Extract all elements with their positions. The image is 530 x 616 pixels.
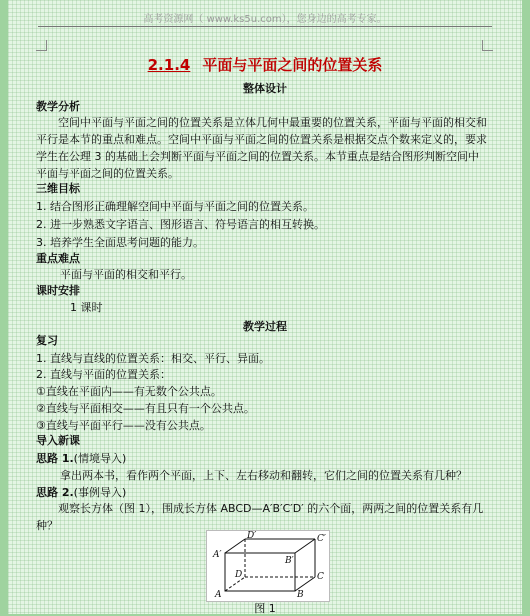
label-a1: A′: [213, 550, 222, 560]
label-b1: B′: [285, 556, 294, 566]
label-c: C: [317, 572, 324, 582]
heading-key-points: 重点难点: [36, 252, 80, 265]
idea-2-line: [36, 486, 126, 500]
label-d: D: [235, 570, 243, 580]
goal-item-2: 2. 进一步熟悉文字语言、图形语言、符号语言的相互转换。: [36, 218, 325, 231]
cuboid-figure: [206, 530, 330, 602]
heading-review: 复习: [36, 334, 58, 347]
idea-1-line: [36, 452, 126, 466]
section-title-text: 平面与平面之间的位置关系: [202, 56, 383, 74]
heading-teaching-analysis: 教学分析: [36, 100, 80, 113]
margin-corner-right: [482, 40, 493, 51]
idea-2-label: 思路 2.: [36, 486, 74, 499]
heading-overall-design: 整体设计: [243, 82, 287, 95]
idea-1-label: 思路 1.: [36, 452, 74, 465]
heading-intro: 导入新课: [36, 434, 80, 447]
goal-item-1: 1. 结合图形正确理解空间中平面与平面之间的位置关系。: [36, 200, 314, 213]
idea-2-text: 观察长方体（图 1），围成长方体 ABCD—A′B′C′D′ 的六个面，两两之间的位置关系有几种？: [36, 502, 484, 532]
heading-process: 教学过程: [243, 320, 287, 333]
label-b: B: [297, 590, 304, 600]
section-title: [8, 54, 522, 75]
idea-1-tag: (情境导入): [73, 452, 127, 465]
review-item-2: 2. 直线与平面的位置关系：: [36, 368, 171, 381]
review-item-1: 1. 直线与直线的位置关系：相交、平行、异面。: [36, 352, 270, 365]
page-header: 高考资源网（ www.ks5u.com），您身边的高考专家。: [143, 14, 387, 25]
figure-caption: 图 1: [254, 602, 276, 615]
review-item-2b: ②直线与平面相交——有且只有一个公共点。: [36, 402, 255, 415]
review-item-2a: ①直线在平面内——有无数个公共点。: [36, 385, 222, 398]
edge-b-c: [295, 577, 315, 591]
document-page: [8, 0, 522, 614]
label-c1: C′: [317, 534, 326, 544]
label-a: A: [215, 590, 222, 600]
header-divider: [38, 26, 492, 27]
edge-b1-c1: [295, 539, 315, 553]
key-points-text: 平面与平面的相交和平行。: [60, 268, 192, 281]
section-number: 2.1.4: [147, 56, 191, 74]
review-item-2c: ③直线与平面平行——没有公共点。: [36, 419, 211, 432]
cuboid-diagram: [207, 531, 329, 601]
margin-corner-left: [36, 40, 47, 51]
idea-2-tag: (事例导入): [73, 486, 127, 499]
edge-a1-d1: [225, 539, 245, 553]
analysis-paragraph: 空间中平面与平面之间的位置关系是立体几何中最重要的位置关系，平面与平面的相交和平行是本节的重点和难点。空间中平面与平面之间的位置关系是根据交点个数来定义的，要求学生在公理 3 的基础上会判断平面与平面之间的位置关系。本节重点是结合图形判断空间中平面与平面之间的位置关系。: [36, 116, 487, 180]
schedule-text: 1 课时: [70, 301, 103, 314]
label-d1: D′: [247, 531, 257, 541]
idea-1-text: 拿出两本书，看作两个平面，上下、左右移动和翻转，它们之间的位置关系有几种？: [60, 469, 467, 482]
heading-schedule: 课时安排: [36, 284, 80, 297]
goal-item-3: 3. 培养学生全面思考问题的能力。: [36, 236, 204, 249]
heading-three-goals: 三维目标: [36, 182, 80, 195]
